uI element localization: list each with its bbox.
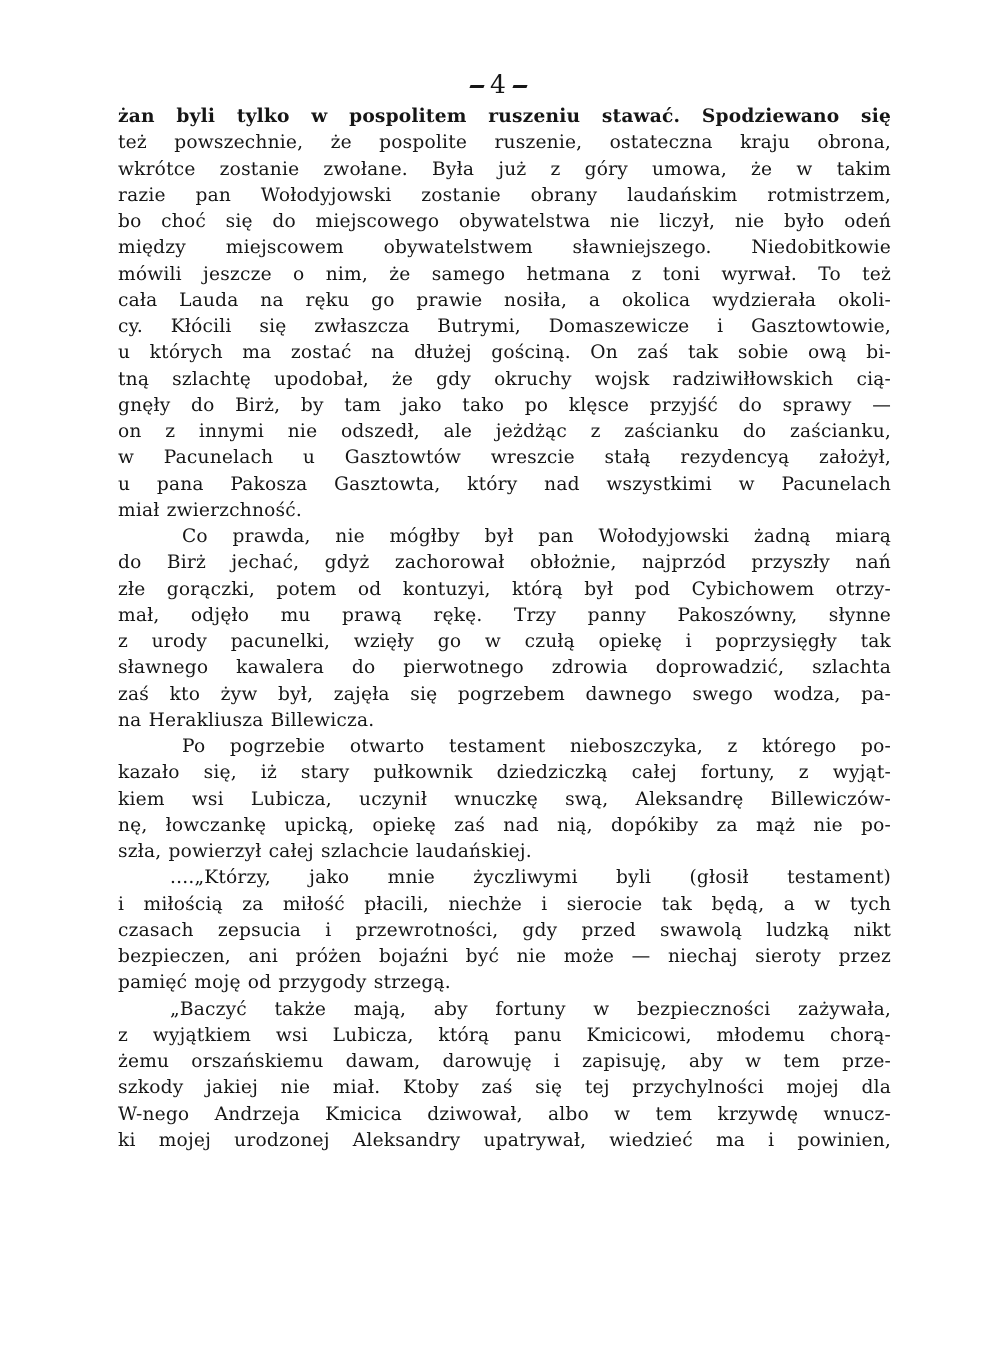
text-line: żan byli tylko w pospolitem ruszeniu stawać. Spodziewano się xyxy=(118,106,891,127)
text-line: razie pan Wołodyjowski zostanie obrany laudańskim rotmistrzem, xyxy=(118,184,891,206)
paragraph-start-line: Po pogrzebie otwarto testament nieboszczyka, z którego po- xyxy=(182,736,891,757)
text-line: on z innymi nie odszedł, ale jeżdżąc z zaścianku do zaścianku, xyxy=(118,421,891,442)
text-line: u których ma zostać na dłużej gościną. On zaś tak sobie ową bi- xyxy=(118,342,891,364)
paragraph-end-line: pamięć moję od przygody strzegą. xyxy=(118,972,451,994)
text-line: kiem wsi Lubicza, uczynił wnuczkę swą, Aleksandrę Billewiczów- xyxy=(118,788,891,810)
book-page xyxy=(118,70,891,1154)
text-line: gnęły do Birż, by tam jako tako po klęsce przyjść do sprawy — xyxy=(118,394,891,416)
text-line: bezpieczen, ani próżen bojaźni być nie może — niechaj sieroty przez xyxy=(118,946,891,967)
text-line: do Birż jechać, gdyż zachorował obłożnie, najprzód przyszły nań xyxy=(118,552,891,574)
text-line: wkrótce zostanie zwołane. Była już z góry umowa, że w takim xyxy=(118,158,891,180)
text-line: czasach zepsucia i przewrotności, gdy przed swawolą ludzką nikt xyxy=(118,919,891,941)
text-line: mał, odjęło mu prawą rękę. Trzy panny Pakoszówny, słynne xyxy=(118,604,891,626)
text-line: sławnego kawalera do pierwotnego zdrowia doprowadzić, szlachta xyxy=(118,657,891,679)
left-ornament-dash xyxy=(470,85,485,88)
body-text xyxy=(118,104,891,1154)
page-number-header xyxy=(106,70,891,104)
text-line: złe gorączki, potem od kontuzyi, którą był pod Cybichowem otrzy- xyxy=(118,578,891,600)
text-line: cy. Kłócili się zwłaszcza Butrymi, Domaszewicze i Gasztowtowie, xyxy=(118,316,891,337)
paragraph-start-line: Co prawda, nie mógłby był pan Wołodyjowski żadną miarą xyxy=(182,526,891,547)
paragraph-end-line: miał zwierzchność. xyxy=(118,499,302,521)
text-line: tną szlachtę upodobał, że gdy okruchy wojsk radziwiłłowskich cią- xyxy=(118,368,891,390)
text-line: też powszechnie, że pospolite ruszenie, ostateczna kraju obrona, xyxy=(118,132,891,154)
text-line: ki mojej urodzonej Aleksandry upatrywał, wiedzieć ma i powinien, xyxy=(118,1129,891,1151)
text-line: z wyjątkiem wsi Lubicza, którą panu Kmicicowi, młodemu chorą- xyxy=(118,1024,891,1046)
paragraph-start-line: „Baczyć także mają, aby fortuny w bezpieczności zażywała, xyxy=(170,998,891,1020)
text-line: w Pacunelach u Gasztowtów wreszcie stałą rezydencyą założył, xyxy=(118,447,891,469)
text-line: z urody pacunelki, wzięły go w czułą opiekę i poprzysięgły tak xyxy=(118,631,891,652)
text-line: między miejscowem obywatelstwem sławniejszego. Niedobitkowie xyxy=(118,237,891,259)
text-line: zaś kto żyw był, zajęła się pogrzebem dawnego swego wodza, pa- xyxy=(118,683,891,705)
text-line: i miłością za miłość płacili, niechże i sierocie tak będą, a w tych xyxy=(118,893,891,915)
right-ornament-dash xyxy=(512,85,527,88)
text-line: cała Lauda na ręku go prawie nosiła, a okolica wydzierała okoli- xyxy=(118,289,891,311)
text-line: mówili jeszcze o nim, że samego hetmana z toni wyrwał. To też xyxy=(118,263,891,285)
text-line: żemu orszańskiemu dawam, darowuję i zapisuję, aby w tem prze- xyxy=(118,1051,891,1072)
paragraph-end-line: na Herakliusza Billewicza. xyxy=(118,709,375,731)
paragraph-end-line: szła, powierzył całej szlachcie laudańskiej. xyxy=(118,841,532,862)
text-line: szkody jakiej nie miał. Ktoby zaś się tej przychylności mojej dla xyxy=(118,1077,891,1099)
text-line: W-nego Andrzeja Kmicica dziwował, albo w tem krzywdę wnucz- xyxy=(118,1103,891,1125)
text-line: u pana Pakosza Gasztowta, który nad wszystkimi w Pacunelach xyxy=(118,473,891,495)
text-line: nę, łowczankę upicką, opiekę zaś nad nią, dopókiby za mąż nie po- xyxy=(118,814,891,836)
text-line: kazało się, iż stary pułkownik dziedziczką całej fortuny, z wyjąt- xyxy=(118,762,891,784)
paragraph-start-line: ....„Którzy, jako mnie życzliwymi byli (głosił testament) xyxy=(170,867,891,889)
page-number: 4 xyxy=(490,70,507,99)
text-line: bo choć się do miejscowego obywatelstwa nie liczył, nie było odeń xyxy=(118,211,891,232)
